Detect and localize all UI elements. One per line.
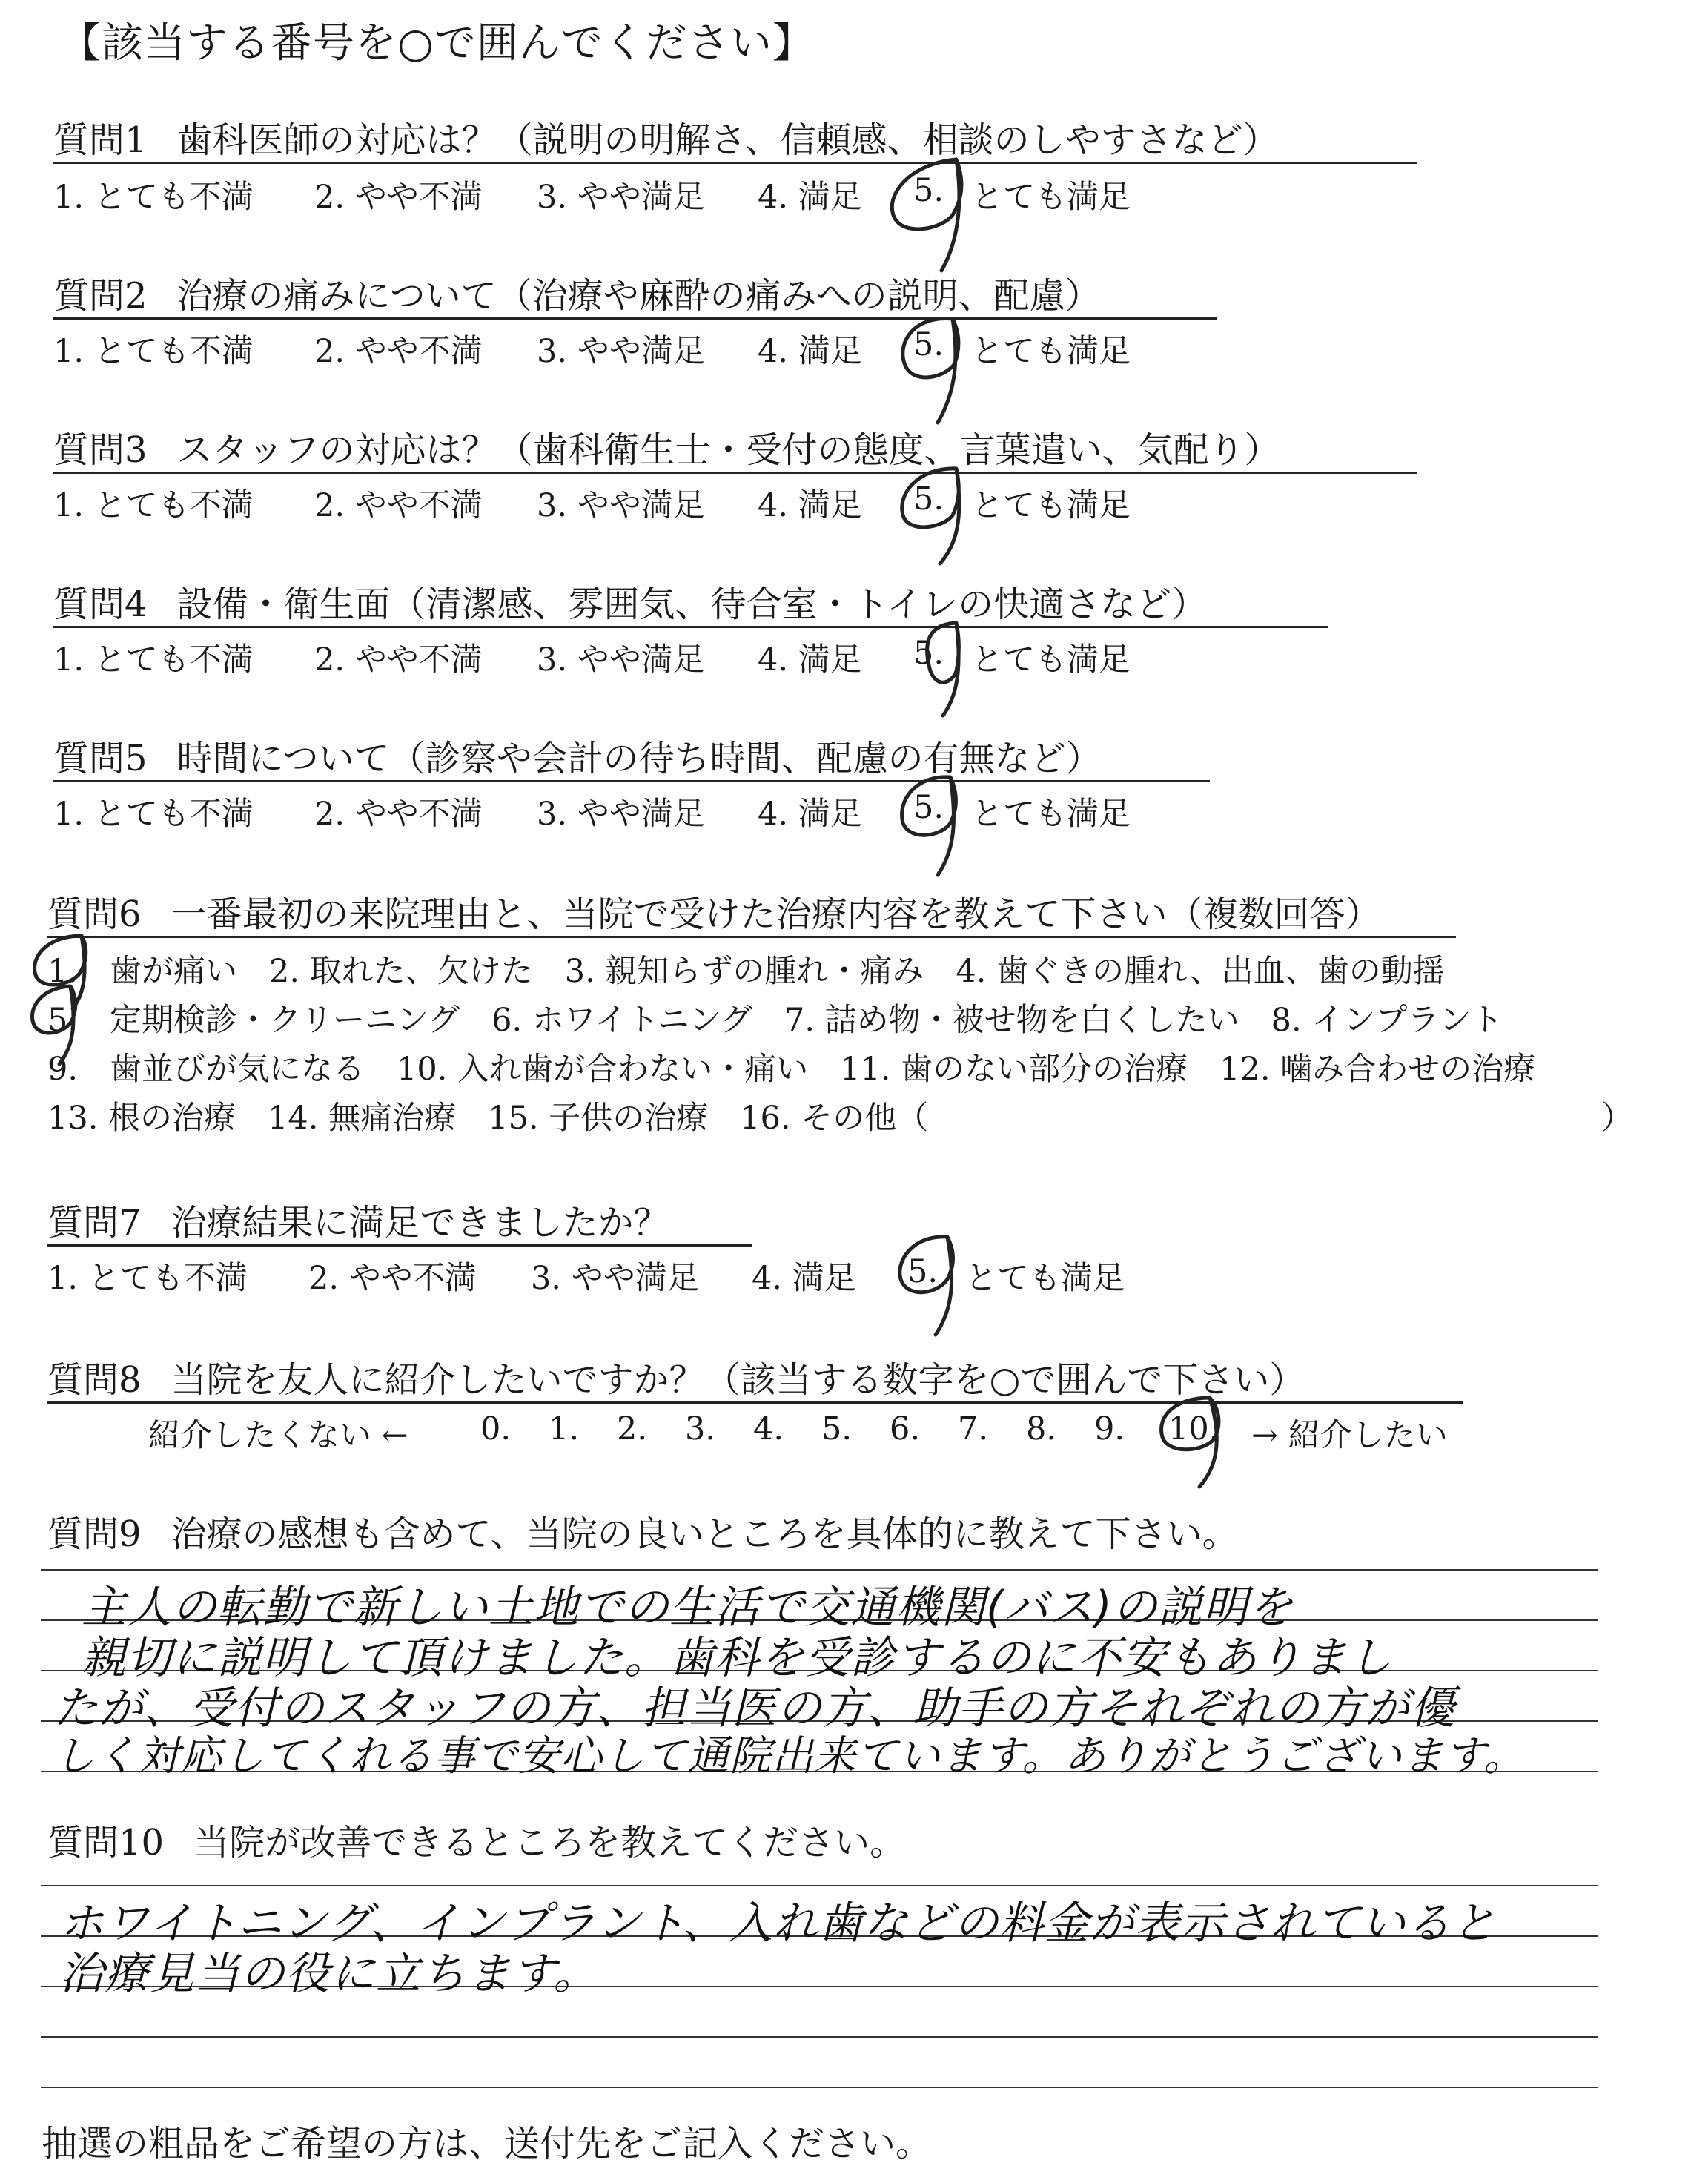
option-2[interactable]: 2. やや不満	[314, 487, 483, 524]
question-8-title	[47, 1351, 1305, 1402]
other-close-paren: ）	[1601, 1100, 1633, 1137]
option-3[interactable]: 3. やや満足	[537, 796, 705, 833]
question-6-title	[47, 885, 1381, 937]
answer-line	[41, 1569, 1598, 1571]
option-2[interactable]: 2. やや不満	[308, 1260, 477, 1297]
question-number: 質問7	[47, 1202, 142, 1244]
treatment-options-row-3[interactable]: 9. 歯並びが気になる 10. 入れ歯が合わない・痛い 11. 歯のない部分の治療 12. 噛み合わせの治療	[47, 1051, 1536, 1088]
treatment-options-row-2[interactable]: 5. 定期検診・クリーニング 6. ホワイトニング 7. 詰め物・被せ物を白くしたい 8. インプラント	[47, 1002, 1503, 1039]
recommend-right-label: → 紹介したい	[1251, 1417, 1448, 1454]
question-number: 質問3	[53, 429, 148, 471]
treatment-options-row-4[interactable]: 13. 根の治療 14. 無痛治療 15. 子供の治療 16. その他（	[47, 1100, 929, 1137]
question-text: 当院を友人に紹介したいですか？（該当する数字を○で囲んで下さい）	[171, 1359, 1305, 1401]
question-10-title	[47, 1814, 905, 1865]
question-underline	[53, 626, 1328, 628]
option-5-label: とても満足	[971, 487, 1131, 524]
question-number: 質問10	[47, 1822, 165, 1863]
question-1-title	[53, 111, 1279, 162]
option-5[interactable]: 5.	[913, 326, 944, 363]
question-number: 質問2	[53, 275, 148, 317]
question-text: 一番最初の来院理由と、当院で受けた治療内容を教えて下さい（複数回答）	[171, 894, 1381, 935]
score-2[interactable]: 2.	[617, 1410, 648, 1447]
option-5-label: とても満足	[971, 641, 1131, 678]
q9-answer-line-2[interactable]: 親切に説明して頂けました。歯科を受診するのに不安もありまし	[82, 1632, 1393, 1684]
score-4[interactable]: 4.	[753, 1410, 784, 1447]
question-text: 設備・衛生面（清潔感、雰囲気、待合室・トイレの快適さなど）	[176, 584, 1208, 625]
option-5-label: とても満足	[971, 333, 1131, 370]
option-1[interactable]: 1. とても不満	[47, 1260, 248, 1297]
option-2[interactable]: 2. やや不満	[314, 333, 483, 370]
option-2[interactable]: 2. やや不満	[314, 796, 483, 833]
score-7[interactable]: 7.	[958, 1410, 989, 1447]
recommend-scale	[148, 1410, 1483, 1455]
question-5-title	[53, 730, 1102, 781]
option-5[interactable]: 5.	[907, 1253, 939, 1290]
option-3[interactable]: 3. やや満足	[537, 333, 705, 370]
question-2-title	[53, 267, 1101, 318]
question-text: 治療の感想も含めて、当院の良いところを具体的に教えて下さい。	[171, 1513, 1238, 1555]
question-number: 質問1	[53, 119, 148, 161]
option-5-label: とても満足	[965, 1260, 1125, 1297]
question-text: 治療結果に満足できましたか？	[171, 1202, 669, 1244]
option-5[interactable]: 5.	[913, 481, 944, 518]
question-underline	[53, 472, 1417, 474]
question-text: 当院が改善できるところを教えてください。	[193, 1822, 906, 1863]
question-underline	[53, 162, 1417, 164]
option-4[interactable]: 4. 満足	[758, 796, 862, 833]
answer-line	[41, 2087, 1598, 2088]
footer-note: 抽選の粗品をご希望の方は、送付先をご記入ください。	[42, 2123, 932, 2165]
question-underline	[47, 1244, 752, 1247]
question-underline	[53, 780, 1210, 782]
option-1[interactable]: 1. とても不満	[53, 179, 254, 216]
treatment-options-row-1[interactable]: 1. 歯が痛い 2. 取れた、欠けた 3. 親知らずの腫れ・痛み 4. 歯ぐきの腫れ、出血、歯の動揺	[47, 953, 1445, 990]
question-text: 治療の痛みについて（治療や麻酔の痛みへの説明、配慮）	[176, 275, 1101, 317]
question-number: 質問8	[47, 1359, 142, 1401]
option-3[interactable]: 3. やや満足	[537, 641, 705, 678]
q9-answer-line-1[interactable]: 主人の転勤で新しい土地での生活で交通機関(バス)の説明を	[82, 1582, 1294, 1634]
score-6[interactable]: 6.	[890, 1410, 921, 1447]
question-text: 時間について（診察や会計の待ち時間、配慮の有無など）	[176, 738, 1102, 779]
question-number: 質問9	[47, 1513, 142, 1555]
score-9[interactable]: 9.	[1094, 1410, 1125, 1447]
score-1[interactable]: 1.	[549, 1410, 580, 1447]
recommend-left-label: 紹介したくない ←	[148, 1417, 408, 1454]
option-2[interactable]: 2. やや不満	[314, 179, 483, 216]
question-number: 質問6	[47, 894, 142, 935]
option-3[interactable]: 3. やや満足	[531, 1260, 699, 1297]
question-underline	[47, 936, 1456, 938]
score-5[interactable]: 5.	[821, 1410, 853, 1447]
option-4[interactable]: 4. 満足	[758, 641, 862, 678]
q9-answer-line-4[interactable]: しく対応してくれる事で安心して通院出来ています。ありがとうございます。	[53, 1732, 1526, 1780]
form-header: 【該当する番号を○で囲んでください】	[59, 19, 815, 67]
answer-line	[41, 1885, 1598, 1886]
score-10[interactable]: 10.	[1168, 1410, 1219, 1447]
option-4[interactable]: 4. 満足	[758, 333, 862, 370]
option-5[interactable]: 5.	[913, 172, 944, 209]
question-text: 歯科医師の対応は？（説明の明解さ、信頼感、相談のしやすさなど）	[176, 119, 1279, 161]
question-number: 質問5	[53, 738, 148, 779]
option-5[interactable]: 5.	[913, 789, 944, 826]
score-0[interactable]: 0.	[480, 1410, 512, 1447]
question-7-title	[47, 1194, 669, 1245]
q10-answer-line-2[interactable]: 治療見当の役に立ちます。	[59, 1948, 599, 2000]
answer-line	[41, 2036, 1598, 2038]
option-4[interactable]: 4. 満足	[758, 179, 862, 216]
question-text: スタッフの対応は？（歯科衛生士・受付の態度、言葉遣い、気配り）	[176, 429, 1280, 471]
option-1[interactable]: 1. とても不満	[53, 487, 254, 524]
option-3[interactable]: 3. やや満足	[537, 487, 705, 524]
q9-answer-line-3[interactable]: たが、受付のスタッフの方、担当医の方、助手の方それぞれの方が優	[53, 1683, 1455, 1734]
question-number: 質問4	[53, 584, 148, 625]
option-5[interactable]: 5.	[913, 635, 944, 672]
option-5-label: とても満足	[971, 796, 1131, 833]
score-3[interactable]: 3.	[685, 1410, 716, 1447]
q10-answer-line-1[interactable]: ホワイトニング、インプラント、入れ歯などの料金が表示されていると	[59, 1898, 1497, 1949]
question-underline	[53, 317, 1217, 320]
option-1[interactable]: 1. とても不満	[53, 796, 254, 833]
question-9-title	[47, 1505, 1238, 1556]
question-underline	[47, 1401, 1463, 1404]
question-3-title	[53, 421, 1280, 472]
option-2[interactable]: 2. やや不満	[314, 641, 483, 678]
option-5-label: とても満足	[971, 179, 1131, 216]
option-3[interactable]: 3. やや満足	[537, 179, 705, 216]
option-1[interactable]: 1. とても不満	[53, 641, 254, 678]
option-4[interactable]: 4. 満足	[752, 1260, 856, 1297]
option-4[interactable]: 4. 満足	[758, 487, 862, 524]
question-4-title	[53, 575, 1207, 627]
score-8[interactable]: 8.	[1026, 1410, 1057, 1447]
option-1[interactable]: 1. とても不満	[53, 333, 254, 370]
